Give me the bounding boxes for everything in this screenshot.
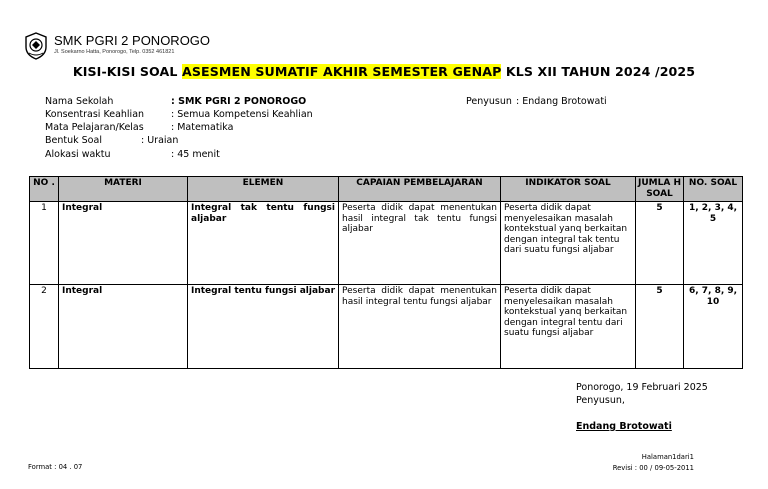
header-no: NO . bbox=[30, 177, 59, 202]
info-konsentrasi-label: Konsentrasi Keahlian bbox=[45, 109, 145, 120]
row-materi: Integral bbox=[59, 285, 188, 369]
table-row bbox=[30, 202, 743, 285]
kisi-kisi-table bbox=[29, 176, 743, 369]
info-bentuk-label: Bentuk Soal bbox=[45, 135, 102, 146]
row-elemen: Integral tentu fungsi aljabar bbox=[188, 285, 339, 369]
header-materi: MATERI bbox=[59, 177, 188, 202]
title-suffix: KLS XII TAHUN 2024 /2025 bbox=[505, 64, 696, 79]
row-elemen: Integral tak tentu fungsi aljabar bbox=[188, 202, 339, 285]
title-highlight: ASESMEN SUMATIF AKHIR SEMESTER GENAP bbox=[181, 64, 502, 79]
info-alokasi-value: : 45 menit bbox=[171, 149, 220, 160]
footer-revisi: Revisi : 00 / 09-05-2011 bbox=[612, 464, 694, 472]
signature-name: Endang Brotowati bbox=[576, 421, 672, 432]
row-jumlah: 5 bbox=[636, 285, 684, 369]
info-mapel-value: : Matematika bbox=[171, 122, 234, 133]
info-mapel-label: Mata Pelajaran/Kelas bbox=[45, 122, 144, 133]
table-header-row bbox=[30, 177, 743, 202]
signature-place-date: Ponorogo, 19 Februari 2025 bbox=[576, 382, 708, 393]
row-jumlah: 5 bbox=[636, 202, 684, 285]
header-capaian: CAPAIAN PEMBELAJARAN bbox=[339, 177, 501, 202]
document-title bbox=[0, 64, 768, 79]
row-no: 1 bbox=[30, 202, 59, 285]
footer-page: Halaman1dari1 bbox=[641, 453, 694, 461]
info-bentuk-value: : Uraian bbox=[141, 135, 179, 146]
school-name: SMK PGRI 2 PONOROGO bbox=[54, 33, 211, 48]
info-school-label: Nama Sekolah bbox=[45, 96, 114, 107]
school-address: Jl. Soekarno Hatta, Ponorogo, Telp. 0352 461821 bbox=[54, 49, 175, 55]
header-elemen: ELEMEN bbox=[188, 177, 339, 202]
title-prefix: KISI-KISI SOAL bbox=[72, 64, 178, 79]
info-konsentrasi-value: : Semua Kompetensi Keahlian bbox=[171, 109, 313, 120]
row-materi: Integral bbox=[59, 202, 188, 285]
row-indikator: Peserta didik dapat menyelesaikan masalah kontekstual yanq berkaitan dengan integral tak tentu dari suatu fungsi aljabar bbox=[501, 202, 636, 285]
footer-format: Format : 04 . 07 bbox=[28, 463, 83, 471]
table-row bbox=[30, 285, 743, 369]
header-indikator: INDIKATOR SOAL bbox=[501, 177, 636, 202]
signature-role: Penyusun, bbox=[576, 395, 625, 406]
info-penyusun-label: Penyusun bbox=[466, 96, 512, 107]
info-alokasi-label: Alokasi waktu bbox=[45, 149, 111, 160]
row-indikator: Peserta didik dapat menyelesaikan masalah kontekstual yanq berkaitan dengan integral tentu dari suatu fungsi aljabar bbox=[501, 285, 636, 369]
row-capaian: Peserta didik dapat menentukan hasil integral tentu fungsi aljabar bbox=[339, 285, 501, 369]
info-school-value: : SMK PGRI 2 PONOROGO bbox=[171, 96, 307, 107]
row-nosoal: 1, 2, 3, 4, 5 bbox=[684, 202, 743, 285]
school-logo-icon bbox=[24, 32, 48, 60]
row-no: 2 bbox=[30, 285, 59, 369]
info-penyusun-value: : Endang Brotowati bbox=[516, 96, 607, 107]
header-nosoal: NO. SOAL bbox=[684, 177, 743, 202]
row-nosoal: 6, 7, 8, 9, 10 bbox=[684, 285, 743, 369]
header-jumlah: JUMLA H SOAL bbox=[636, 177, 684, 202]
row-capaian: Peserta didik dapat menentukan hasil integral tak tentu fungsi aljabar bbox=[339, 202, 501, 285]
